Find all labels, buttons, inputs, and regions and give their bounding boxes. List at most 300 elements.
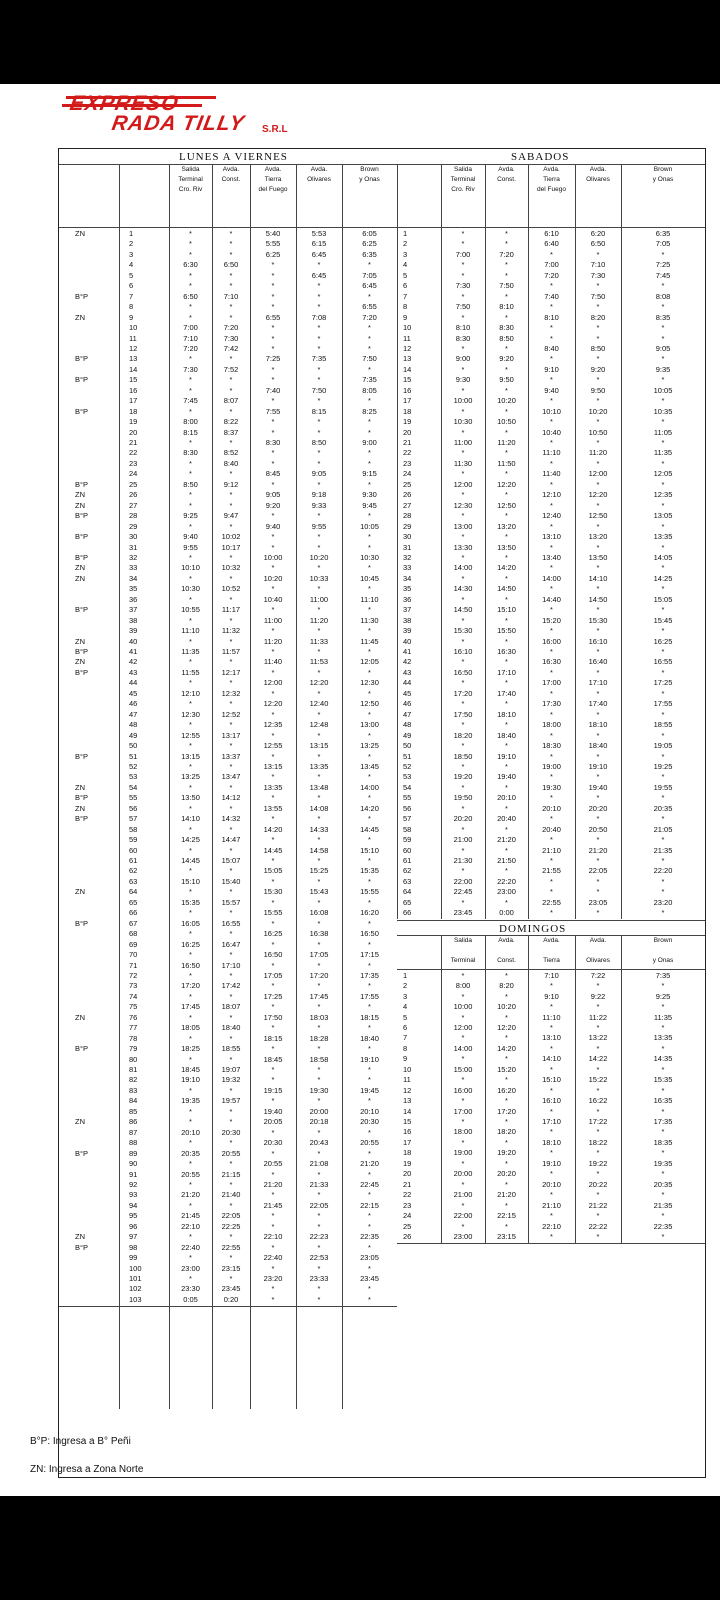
weekday-time-cell: * <box>229 929 233 939</box>
weekday-time-cell: * <box>368 542 371 552</box>
weekday-row-number: 77 <box>129 1023 138 1033</box>
sunday-row-number: 15 <box>403 1117 412 1126</box>
saturday-time-cell: * <box>505 469 508 479</box>
saturday-time-cell: 9:20 <box>499 354 514 364</box>
weekday-time-cell: 6:45 <box>311 270 327 280</box>
sunday-time-cell: * <box>596 1231 600 1241</box>
saturday-time-cell: * <box>550 458 553 468</box>
weekday-time-cell: 12:00 <box>263 678 283 688</box>
weekday-time-cell: * <box>271 1211 275 1221</box>
weekday-time-cell: 20:55 <box>181 1169 200 1179</box>
sunday-row-number: 13 <box>403 1096 412 1106</box>
saturday-time-cell: * <box>550 647 553 656</box>
saturday-time-cell: * <box>505 897 508 907</box>
route-tag: B°P <box>75 511 89 521</box>
saturday-time-cell: 22:20 <box>497 876 516 886</box>
weekday-time-cell: 20:55 <box>221 1148 241 1158</box>
weekday-time-cell: * <box>189 249 192 259</box>
weekday-time-cell: * <box>229 782 233 792</box>
weekday-time-cell: * <box>271 960 275 970</box>
weekday-time-cell: * <box>229 239 233 249</box>
weekday-time-cell: 7:20 <box>183 343 198 353</box>
sunday-time-cell: * <box>661 1169 665 1179</box>
weekday-time-cell: 8:15 <box>311 406 327 416</box>
sunday-time-cell: 7:10 <box>544 970 559 980</box>
weekday-time-cell: * <box>229 845 233 855</box>
weekday-time-cell: 9:30 <box>362 490 377 500</box>
saturday-row-number: 53 <box>403 772 412 782</box>
logo-suffix: S.R.L <box>262 124 288 135</box>
sunday-row-number: 18 <box>403 1148 412 1158</box>
weekday-time-cell: 20:10 <box>360 1106 379 1116</box>
route-tag: B°P <box>75 406 89 416</box>
weekday-row-number: 100 <box>129 1263 142 1273</box>
weekday-time-cell: * <box>368 772 371 782</box>
weekday-row-number: 55 <box>129 793 138 803</box>
saturday-time-cell: 9:10 <box>544 364 559 374</box>
saturday-time-cell: * <box>550 908 553 918</box>
sunday-time-cell: * <box>505 1179 508 1189</box>
saturday-time-cell: 17:10 <box>497 667 516 677</box>
saturday-time-cell: 0:00 <box>499 908 514 918</box>
weekday-time-cell: * <box>229 970 233 980</box>
weekday-time-cell: * <box>229 302 233 312</box>
weekday-time-cell: * <box>189 281 192 291</box>
weekday-time-cell: 5:55 <box>265 239 281 249</box>
weekday-time-cell: 17:05 <box>263 970 283 980</box>
weekday-row-number: 83 <box>129 1085 138 1095</box>
weekday-time-cell: * <box>317 647 321 656</box>
weekday-time-cell: * <box>317 260 321 270</box>
sunday-time-cell: 9:10 <box>544 991 559 1001</box>
saturday-time-cell: 16:55 <box>653 657 673 667</box>
weekday-time-cell: * <box>317 448 321 458</box>
weekday-time-cell: 22:05 <box>221 1211 241 1221</box>
weekday-time-cell: 7:52 <box>223 364 239 374</box>
weekday-time-cell: 23:33 <box>309 1274 329 1283</box>
weekday-time-cell: * <box>189 375 192 385</box>
weekday-row-number: 32 <box>129 552 138 562</box>
weekday-time-cell: * <box>317 1242 321 1252</box>
saturday-time-cell: 18:40 <box>497 730 516 740</box>
weekday-row-number: 23 <box>129 458 138 468</box>
saturday-row-number: 27 <box>403 500 412 510</box>
route-tag: ZN <box>75 782 85 792</box>
weekday-row-number: 19 <box>129 417 138 427</box>
saturday-time-cell: 16:50 <box>453 667 473 677</box>
saturday-time-cell: * <box>461 427 465 437</box>
weekday-time-cell: 7:10 <box>223 291 239 301</box>
saturday-time-cell: * <box>661 584 665 594</box>
saturday-time-cell: * <box>461 511 465 521</box>
saturday-time-cell: 8:30 <box>499 323 514 333</box>
saturday-time-cell: 11:20 <box>588 448 608 458</box>
saturday-time-cell: * <box>596 417 600 427</box>
sunday-time-cell: * <box>461 1054 465 1064</box>
sunday-row-number: 26 <box>403 1231 412 1241</box>
weekday-time-cell: * <box>271 1221 275 1231</box>
sunday-time-cell: * <box>461 1200 465 1210</box>
saturday-row-number: 37 <box>403 605 412 615</box>
saturday-time-cell: * <box>550 835 553 845</box>
saturday-time-cell: * <box>461 552 465 562</box>
weekday-time-cell: * <box>317 626 321 636</box>
sunday-time-cell: 13:22 <box>588 1033 608 1043</box>
sunday-time-cell: * <box>461 1096 465 1106</box>
saturday-time-cell: * <box>550 563 553 573</box>
sunday-row-number: 22 <box>403 1190 412 1200</box>
weekday-time-cell: * <box>368 364 371 374</box>
saturday-time-cell: * <box>505 845 508 855</box>
weekday-time-cell: * <box>317 364 321 374</box>
sunday-time-cell: * <box>550 1211 553 1221</box>
weekday-time-cell: * <box>229 950 233 960</box>
weekday-time-cell: 8:50 <box>183 479 198 489</box>
weekday-time-cell: 19:10 <box>360 1054 379 1064</box>
saturday-time-cell: 14:00 <box>453 563 473 573</box>
saturday-time-cell: * <box>596 584 600 594</box>
legend-zn: ZN: Ingresa a Zona Norte <box>30 1464 144 1475</box>
weekday-time-cell: * <box>229 1117 233 1127</box>
weekday-time-cell: 18:55 <box>221 1044 241 1054</box>
saturday-time-cell: 19:00 <box>542 761 561 771</box>
saturday-row-number: 47 <box>403 709 412 719</box>
sunday-time-cell: * <box>661 1106 665 1116</box>
weekday-time-cell: 12:20 <box>309 678 329 688</box>
saturday-time-cell: 22:20 <box>653 866 673 876</box>
saturday-row-number: 65 <box>403 897 412 907</box>
saturday-row-number: 14 <box>403 364 412 374</box>
saturday-time-cell: * <box>550 479 553 489</box>
weekday-row-number: 67 <box>129 918 138 928</box>
weekday-time-cell: * <box>229 908 233 918</box>
weekday-time-cell: * <box>229 1012 233 1022</box>
weekday-time-cell: 18:45 <box>181 1065 200 1074</box>
sunday-time-cell: 8:20 <box>499 981 514 991</box>
saturday-time-cell: * <box>461 699 465 709</box>
weekday-row-number: 86 <box>129 1117 138 1127</box>
saturday-time-cell: 10:35 <box>653 406 673 416</box>
weekday-time-cell: 10:55 <box>181 605 200 615</box>
weekday-time-cell: 0:20 <box>223 1294 239 1304</box>
weekday-time-cell: 9:05 <box>265 490 281 500</box>
weekday-time-cell: 19:10 <box>181 1075 200 1085</box>
saturday-row-number: 31 <box>403 542 412 552</box>
sunday-time-cell: * <box>461 1117 465 1126</box>
weekday-time-cell: * <box>271 1065 275 1074</box>
saturday-row-number: 1 <box>403 229 408 238</box>
saturday-time-cell: * <box>505 573 508 583</box>
weekday-row-number: 59 <box>129 835 138 845</box>
weekday-time-cell: 5:53 <box>311 229 327 238</box>
sunday-time-cell: * <box>550 981 553 991</box>
weekday-row-number: 38 <box>129 615 138 625</box>
saturday-time-cell: 19:20 <box>453 772 473 782</box>
weekday-time-cell: 17:50 <box>263 1012 283 1022</box>
weekday-time-cell: 17:20 <box>309 970 329 980</box>
weekday-time-cell: * <box>368 1148 371 1158</box>
weekday-row-number: 39 <box>129 626 138 636</box>
saturday-time-cell: * <box>461 866 465 876</box>
sunday-time-cell: * <box>461 1179 465 1189</box>
weekday-time-cell: * <box>189 615 192 625</box>
weekday-time-cell: * <box>368 1075 371 1085</box>
saturday-time-cell: 7:00 <box>455 249 471 259</box>
weekday-time-cell: * <box>229 385 233 395</box>
saturday-time-cell: * <box>596 354 600 364</box>
weekday-time-cell: 20:18 <box>309 1117 329 1127</box>
sunday-bottom-rule <box>397 1243 705 1244</box>
logo-text-line1: EXPRESO <box>68 92 181 115</box>
weekday-time-cell: * <box>189 312 192 322</box>
saturday-time-cell: 14:40 <box>542 594 561 604</box>
weekday-row-number: 73 <box>129 981 138 991</box>
saturday-time-cell: * <box>661 751 665 761</box>
sunday-time-cell: * <box>550 1169 553 1179</box>
saturday-time-cell: 15:30 <box>588 615 608 625</box>
weekday-time-cell: 16:05 <box>181 918 200 928</box>
weekday-time-cell: 6:25 <box>265 249 281 259</box>
weekday-time-cell: * <box>229 761 233 771</box>
sunday-time-cell: 18:20 <box>497 1127 516 1137</box>
saturday-time-cell: 21:05 <box>653 824 673 834</box>
weekday-time-cell: 23:20 <box>263 1274 283 1283</box>
saturday-time-cell: * <box>550 302 553 312</box>
sunday-time-cell: 17:00 <box>453 1106 473 1116</box>
weekday-time-cell: * <box>317 688 321 698</box>
weekday-time-cell: 14:25 <box>181 835 200 845</box>
weekday-time-cell: 7:35 <box>362 375 377 385</box>
saturday-time-cell: * <box>596 856 600 865</box>
saturday-time-cell: * <box>505 448 508 458</box>
weekday-time-cell: 6:30 <box>183 260 198 270</box>
weekday-time-cell: * <box>189 929 192 939</box>
saturday-time-cell: * <box>596 249 600 259</box>
saturday-time-cell: 19:40 <box>588 782 608 792</box>
weekday-time-cell: 11:17 <box>221 605 241 615</box>
weekday-time-cell: 13:17 <box>221 730 241 740</box>
sunday-time-cell: 12:20 <box>497 1022 516 1032</box>
weekday-row-number: 4 <box>129 260 134 270</box>
saturday-row-number: 19 <box>403 417 412 427</box>
saturday-row-number: 63 <box>403 876 412 886</box>
sunday-time-cell: 9:25 <box>655 991 671 1001</box>
saturday-time-cell: * <box>461 448 465 458</box>
weekday-time-cell: * <box>189 229 192 238</box>
weekday-time-cell: * <box>368 1221 371 1231</box>
saturday-time-cell: * <box>661 876 665 886</box>
timetable <box>58 148 706 1478</box>
saturday-row-number: 60 <box>403 845 412 855</box>
weekday-time-cell: 20:05 <box>263 1117 283 1127</box>
weekday-time-cell: 18:40 <box>360 1033 379 1043</box>
weekday-time-cell: * <box>189 782 192 792</box>
weekday-time-cell: * <box>229 312 233 322</box>
weekday-time-cell: 9:45 <box>362 500 377 510</box>
saturday-time-cell: * <box>596 835 600 845</box>
weekday-time-cell: * <box>229 741 233 751</box>
saturday-row-number: 45 <box>403 688 412 698</box>
weekday-time-cell: 19:35 <box>181 1096 200 1106</box>
route-tag: ZN <box>75 657 85 667</box>
saturday-time-cell: 9:35 <box>655 364 671 374</box>
weekday-row-number: 57 <box>129 814 138 824</box>
saturday-time-cell: * <box>505 270 508 280</box>
weekday-time-cell: 14:10 <box>181 814 200 824</box>
saturday-column-header: Brown y Onas <box>652 166 674 183</box>
weekday-time-cell: 11:35 <box>181 647 200 656</box>
weekday-time-cell: * <box>368 897 371 907</box>
sunday-row-number: 2 <box>403 981 408 991</box>
weekday-column-header: Avda. Const. <box>221 166 241 183</box>
saturday-time-cell: 8:50 <box>499 333 514 343</box>
saturday-row-number: 17 <box>403 396 412 406</box>
route-tag: B°P <box>75 1148 89 1158</box>
sunday-time-cell: 20:00 <box>453 1169 473 1179</box>
weekday-time-cell: * <box>229 1253 233 1263</box>
weekday-row-number: 49 <box>129 730 138 740</box>
weekday-row-number: 66 <box>129 908 138 918</box>
weekday-row-number: 17 <box>129 396 138 406</box>
weekday-time-cell: * <box>189 1179 192 1189</box>
saturday-time-cell: * <box>661 333 665 343</box>
weekday-time-cell: * <box>189 636 192 646</box>
weekday-time-cell: * <box>317 1075 321 1085</box>
saturday-row-number: 66 <box>403 908 412 918</box>
saturday-time-cell: 19:30 <box>542 782 561 792</box>
saturday-row-number: 5 <box>403 270 408 280</box>
weekday-time-cell: 13:50 <box>181 793 200 803</box>
saturday-title: SABADOS <box>511 151 570 163</box>
saturday-time-cell: 8:10 <box>544 312 559 322</box>
sunday-time-cell: * <box>661 1085 665 1095</box>
sunday-time-cell: * <box>596 1085 600 1095</box>
weekday-time-cell: * <box>229 281 233 291</box>
weekday-time-cell: * <box>189 950 192 960</box>
sunday-row-number: 25 <box>403 1221 412 1231</box>
weekday-time-cell: 16:55 <box>221 918 241 928</box>
sunday-time-cell: 22:10 <box>542 1221 561 1231</box>
sunday-time-cell: * <box>505 1158 508 1168</box>
weekday-time-cell: 21:08 <box>309 1159 329 1169</box>
route-tag: B°P <box>75 1242 89 1252</box>
weekday-column-header: Avda. Olivares <box>307 166 331 183</box>
saturday-row-number: 24 <box>403 469 412 479</box>
weekday-time-cell: * <box>317 396 321 406</box>
sunday-time-cell: 16:10 <box>542 1096 561 1106</box>
saturday-time-cell: 22:05 <box>588 866 608 876</box>
weekday-time-cell: * <box>229 803 233 813</box>
weekday-time-cell: 18:05 <box>181 1023 200 1033</box>
sunday-time-cell: 21:22 <box>588 1200 608 1210</box>
saturday-time-cell: * <box>550 542 553 552</box>
weekday-title: LUNES A VIERNES <box>179 151 288 163</box>
weekday-time-cell: 12:52 <box>221 709 241 719</box>
saturday-time-cell: * <box>550 772 553 782</box>
saturday-time-cell: * <box>505 343 508 353</box>
weekday-time-cell: * <box>229 521 233 531</box>
weekday-time-cell: * <box>189 1200 192 1210</box>
weekday-row-number: 34 <box>129 573 138 583</box>
weekday-time-cell: 9:40 <box>265 521 281 531</box>
weekday-time-cell: 18:25 <box>181 1044 200 1054</box>
weekday-row-number: 30 <box>129 532 138 542</box>
weekday-time-cell: * <box>271 1190 275 1200</box>
weekday-time-cell: * <box>189 458 192 468</box>
saturday-time-cell: * <box>661 542 665 552</box>
weekday-time-cell: * <box>189 1117 192 1127</box>
saturday-time-cell: * <box>505 532 508 542</box>
saturday-time-cell: * <box>505 824 508 834</box>
weekday-time-cell: 14:20 <box>360 803 379 813</box>
weekday-time-cell: 11:00 <box>309 594 329 604</box>
saturday-time-cell: * <box>461 291 465 301</box>
saturday-time-cell: 8:10 <box>499 302 514 312</box>
saturday-time-cell: 20:20 <box>588 803 608 813</box>
weekday-time-cell: * <box>317 417 321 427</box>
weekday-row-number: 82 <box>129 1075 138 1085</box>
saturday-time-cell: 9:30 <box>455 375 471 385</box>
weekday-time-cell: * <box>189 1253 192 1263</box>
weekday-time-cell: 16:38 <box>309 929 329 939</box>
saturday-time-cell: 21:10 <box>542 845 561 855</box>
saturday-time-cell: 9:05 <box>655 343 671 353</box>
weekday-time-cell: 23:05 <box>360 1253 379 1263</box>
saturday-time-cell: * <box>661 479 665 489</box>
saturday-time-cell: 17:20 <box>453 688 473 698</box>
sunday-time-cell: * <box>505 1033 508 1043</box>
weekday-row-number: 74 <box>129 991 138 1001</box>
weekday-time-cell: * <box>271 1075 275 1085</box>
weekday-row-number: 53 <box>129 772 138 782</box>
sunday-title: DOMINGOS <box>499 922 567 935</box>
saturday-time-cell: 17:40 <box>497 688 516 698</box>
sunday-time-cell: * <box>505 1012 508 1022</box>
weekday-row-number: 64 <box>129 887 138 897</box>
saturday-time-cell: 14:50 <box>588 594 608 604</box>
weekday-time-cell: 22:53 <box>309 1253 329 1263</box>
saturday-time-cell: * <box>461 364 465 374</box>
weekday-time-cell: * <box>317 960 321 970</box>
saturday-row-number: 64 <box>403 887 412 897</box>
saturday-time-cell: 7:30 <box>455 281 471 291</box>
saturday-row-number: 23 <box>403 458 412 468</box>
saturday-time-cell: * <box>661 438 665 447</box>
saturday-time-cell: 21:30 <box>453 856 473 865</box>
weekday-time-cell: 19:45 <box>360 1085 379 1095</box>
weekday-time-cell: 22:55 <box>221 1242 241 1252</box>
sunday-row-number: 16 <box>403 1127 412 1137</box>
saturday-time-cell: 16:30 <box>497 647 516 656</box>
saturday-time-cell: 10:30 <box>453 417 473 427</box>
weekday-time-cell: * <box>368 1294 371 1304</box>
weekday-time-cell: * <box>229 1179 233 1189</box>
saturday-time-cell: * <box>596 772 600 782</box>
sunday-time-cell: 14:10 <box>542 1054 561 1064</box>
weekday-time-cell: 11:10 <box>360 594 379 604</box>
weekday-row-number: 42 <box>129 657 138 667</box>
sunday-row-number: 24 <box>403 1211 412 1221</box>
saturday-time-cell: * <box>661 709 665 719</box>
sunday-time-cell: * <box>461 1033 465 1043</box>
weekday-time-cell: 22:45 <box>360 1179 379 1189</box>
saturday-time-cell: * <box>596 688 600 698</box>
weekday-time-cell: * <box>271 1023 275 1033</box>
route-tag: B°P <box>75 793 89 803</box>
saturday-time-cell: 18:50 <box>453 751 473 761</box>
route-tag: B°P <box>75 375 89 385</box>
weekday-time-cell: 8:45 <box>265 469 281 479</box>
